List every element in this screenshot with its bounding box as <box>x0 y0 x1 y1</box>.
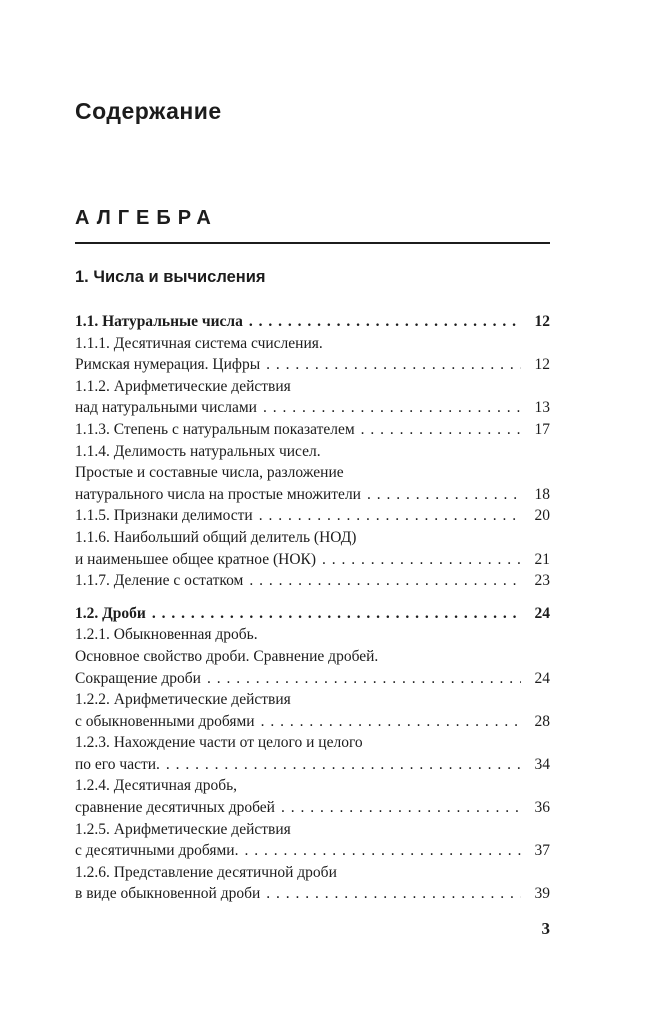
dot-leader <box>207 668 521 690</box>
toc-entry <box>75 775 550 818</box>
dot-leader <box>152 603 521 625</box>
toc-entry-last-line <box>75 354 550 376</box>
toc-entry-text: Простые и составные числа, разложение <box>75 464 344 482</box>
toc-entry <box>75 862 550 905</box>
toc-entry-text: 1.2. Дроби <box>75 604 146 622</box>
toc-entry <box>75 376 550 419</box>
dot-leader <box>281 797 521 819</box>
toc-entry-line <box>75 441 550 463</box>
toc-entry-last-line <box>75 570 550 592</box>
toc-entry-line <box>75 775 550 797</box>
toc-entry <box>75 441 550 506</box>
toc-entry <box>75 527 550 570</box>
toc-entry-line <box>75 527 550 549</box>
toc-entry-last-line <box>75 311 550 333</box>
dot-leader <box>263 397 521 419</box>
toc-page-number: 23 <box>534 572 550 590</box>
toc-entry-text: Сокращение дроби <box>75 669 201 687</box>
toc-entry-text: 1.2.4. Десятичная дробь, <box>75 777 238 795</box>
dot-leader <box>266 883 521 905</box>
dot-leader <box>261 711 521 733</box>
toc-entry-line <box>75 462 550 484</box>
toc-entry-text: сравнение десятичных дробей <box>75 799 275 817</box>
toc-entry-text: Основное свойство дроби. Сравнение дробей. <box>75 647 379 665</box>
toc-entry-text: натурального числа на простые множители <box>75 485 361 503</box>
toc-entry-text: с десятичными дробями. <box>75 842 239 860</box>
page-number: 3 <box>541 919 550 939</box>
toc-entry-last-line <box>75 505 550 527</box>
toc-entry-text: 1.2.6. Представление десятичной дроби <box>75 863 337 881</box>
toc-page-number: 18 <box>534 485 550 503</box>
toc-entry-text: 1.1.1. Десятичная система счисления. <box>75 334 323 352</box>
toc-entry <box>75 419 550 441</box>
toc-entry-last-line <box>75 883 550 905</box>
toc-entry-line <box>75 689 550 711</box>
dot-leader <box>166 754 521 776</box>
toc-page-number: 13 <box>534 399 550 417</box>
toc-entry-line <box>75 646 550 668</box>
toc-entry <box>75 311 550 333</box>
toc-entry-text: 1.1.5. Признаки делимости <box>75 507 253 525</box>
toc-entry-text: и наименьшее общее кратное (НОК) <box>75 550 317 568</box>
toc-page-number: 28 <box>534 712 550 730</box>
dot-leader <box>367 484 521 506</box>
toc-page-number: 12 <box>534 356 550 374</box>
table-of-contents <box>75 311 550 905</box>
toc-entry-last-line <box>75 397 550 419</box>
toc-entry-text: 1.2.1. Обыкновенная дробь. <box>75 626 258 644</box>
toc-entry <box>75 505 550 527</box>
toc-entry <box>75 732 550 775</box>
toc-page-number: 12 <box>534 313 550 330</box>
toc-entry-last-line <box>75 711 550 733</box>
toc-entry-text: в виде обыкновенной дроби <box>75 885 261 903</box>
toc-entry-text: 1.1.4. Делимость натуральных чисел. <box>75 442 321 460</box>
toc-entry <box>75 624 550 689</box>
toc-entry-line <box>75 376 550 398</box>
toc-page-number: 20 <box>534 507 550 525</box>
toc-entry-text: 1.1. Натуральные числа <box>75 313 243 330</box>
dot-leader <box>244 840 521 862</box>
toc-page-number: 24 <box>534 669 550 687</box>
toc-entry-text: 1.1.6. Наибольший общий делитель (НОД) <box>75 528 357 546</box>
section-divider <box>75 242 550 244</box>
toc-entry <box>75 570 550 592</box>
toc-entry-text: Римская нумерация. Цифры <box>75 356 261 374</box>
toc-page-number: 24 <box>534 604 550 622</box>
toc-entry-last-line <box>75 419 550 441</box>
dot-leader <box>249 311 521 333</box>
toc-entry-line <box>75 333 550 355</box>
toc-entry-text: 1.2.3. Нахождение части от целого и целого <box>75 734 363 752</box>
dot-leader <box>259 505 521 527</box>
toc-page-number: 17 <box>534 420 550 438</box>
toc-entry-text: по его части. <box>75 755 160 773</box>
toc-entry-text: 1.1.3. Степень с натуральным показателем <box>75 420 355 438</box>
toc-entry-line <box>75 862 550 884</box>
toc-entry-line <box>75 819 550 841</box>
chapter-heading: 1. Числа и вычисления <box>75 268 266 286</box>
dot-leader <box>266 354 521 376</box>
toc-entry-line <box>75 624 550 646</box>
toc-entry-text: с обыкновенными дробями <box>75 712 255 730</box>
toc-page-number: 34 <box>534 755 550 773</box>
page-title: Содержание <box>75 98 222 124</box>
toc-entry-line <box>75 732 550 754</box>
toc-entry <box>75 819 550 862</box>
toc-entry-text: 1.1.7. Деление с остатком <box>75 572 244 590</box>
toc-entry-last-line <box>75 754 550 776</box>
toc-entry-last-line <box>75 668 550 690</box>
toc-entry-text: 1.2.2. Арифметические действия <box>75 691 291 709</box>
toc-entry-last-line <box>75 484 550 506</box>
toc-entry <box>75 333 550 376</box>
dot-leader <box>322 549 521 571</box>
toc-entry <box>75 603 550 625</box>
toc-entry-text: над натуральными числами <box>75 399 257 417</box>
toc-entry-text: 1.1.2. Арифметические действия <box>75 377 291 395</box>
toc-entry-last-line <box>75 603 550 625</box>
toc-page-number: 21 <box>534 550 550 568</box>
toc-page-number: 37 <box>534 842 550 860</box>
toc-page-number: 36 <box>534 799 550 817</box>
toc-entry-last-line <box>75 549 550 571</box>
toc-entry <box>75 689 550 732</box>
toc-entry-text: 1.2.5. Арифметические действия <box>75 820 291 838</box>
toc-entry-last-line <box>75 797 550 819</box>
dot-leader <box>249 570 521 592</box>
dot-leader <box>361 419 521 441</box>
toc-entry-last-line <box>75 840 550 862</box>
section-header-algebra: АЛГЕБРА <box>75 207 218 229</box>
toc-page-number: 39 <box>534 885 550 903</box>
